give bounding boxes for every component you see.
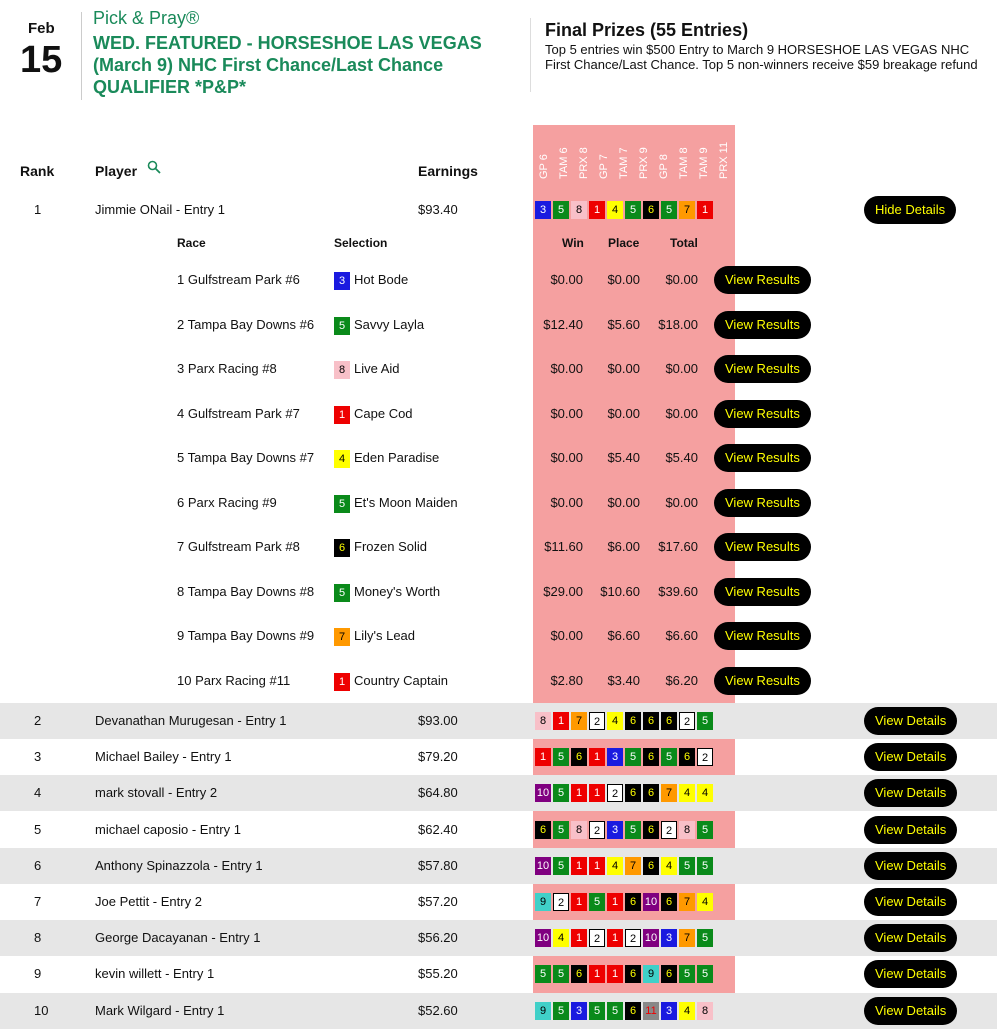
rank-cell: 4 — [34, 785, 42, 801]
pick-chip: 6 — [625, 893, 641, 911]
earnings-cell: $57.20 — [418, 894, 458, 909]
race-detail-row — [0, 570, 997, 614]
race-header: GP 8 — [658, 154, 670, 179]
pick-chip: 5 — [553, 821, 569, 839]
total-amount: $0.00 — [665, 405, 698, 421]
details-place-header: Place — [608, 236, 640, 250]
race-name: 6 Parx Racing #9 — [177, 494, 277, 510]
pick-chip: 5 — [625, 821, 641, 839]
brand-name: Pick & Pray® — [93, 8, 200, 28]
total-amount: $0.00 — [665, 361, 698, 376]
pick-chip: 6 — [535, 821, 551, 839]
selection-number: 6 — [334, 539, 350, 557]
pick-chip: 10 — [643, 929, 659, 947]
horse-name: Eden Paradise — [354, 450, 440, 465]
horse-name: Hot Bode — [354, 272, 409, 287]
pick-chip: 7 — [679, 201, 695, 219]
race-name: 8 Tampa Bay Downs #8 — [177, 583, 315, 599]
place-amount: $0.00 — [607, 494, 640, 510]
pick-chip: 7 — [625, 857, 641, 875]
earnings-cell: $62.40 — [418, 821, 458, 837]
earnings-cell: $52.60 — [418, 1002, 458, 1018]
pick-chip: 3 — [661, 1002, 677, 1020]
pick-chip: 11 — [643, 1002, 659, 1020]
pick-chip: 5 — [625, 201, 641, 219]
race-header: PRX 11 — [718, 141, 730, 179]
rank-cell: 9 — [34, 966, 42, 982]
pick-chip: 5 — [553, 857, 569, 875]
pick-chip: 6 — [625, 712, 641, 730]
pick-chip: 7 — [679, 929, 695, 947]
hide-details-button[interactable]: Hide Details — [864, 196, 956, 224]
details-total-header: Total — [670, 236, 698, 250]
pick-chip: 6 — [643, 857, 659, 875]
selection-number: 5 — [334, 584, 350, 602]
pick-chip: 2 — [679, 712, 695, 730]
race-picks — [535, 712, 713, 730]
race-picks — [535, 748, 713, 766]
pick-chip: 2 — [589, 821, 605, 839]
race-detail-row — [0, 659, 997, 703]
race-picks — [535, 893, 713, 911]
pick-chip: 6 — [661, 893, 677, 911]
win-amount: $2.80 — [550, 672, 583, 688]
earnings-cell: $55.20 — [418, 966, 458, 982]
race-detail-row — [0, 347, 997, 391]
race-header: GP 6 — [538, 154, 550, 179]
prizes-title: Final Prizes (55 Entries) — [545, 20, 749, 40]
player-name: George Dacayanan - Entry 1 — [95, 930, 261, 946]
pick-chip: 4 — [661, 857, 677, 875]
race-picks — [535, 1002, 713, 1020]
pick-chip: 5 — [697, 712, 713, 730]
pick-chip: 1 — [571, 857, 587, 875]
view-details-button[interactable]: View Details — [864, 743, 957, 771]
earnings-cell: $64.80 — [418, 785, 458, 801]
race-detail-row — [0, 258, 997, 302]
pick-chip: 4 — [679, 1002, 695, 1020]
place-amount: $6.60 — [607, 628, 640, 643]
pick-chip: 3 — [607, 748, 623, 766]
race-header: GP 7 — [598, 154, 610, 179]
player-name: Anthony Spinazzola - Entry 1 — [95, 857, 263, 873]
player-name: Joe Pettit - Entry 2 — [95, 894, 202, 909]
player-name: Jimmie ONail - Entry 1 — [95, 202, 226, 217]
view-details-button[interactable]: View Details — [864, 960, 957, 988]
prizes-description: Top 5 entries win $500 Entry to March 9 HORSESHOE LAS VEGAS NHC First Chance/Last Chance. Top 5 non-winners receive $59 breakage refund — [545, 42, 978, 72]
place-amount: $3.40 — [607, 672, 640, 688]
rank-cell: 2 — [34, 713, 42, 728]
pick-chip: 1 — [607, 965, 623, 983]
pick-chip: 6 — [643, 821, 659, 839]
player-name: michael caposio - Entry 1 — [95, 821, 241, 837]
race-detail-row — [0, 436, 997, 480]
prizes-divider — [530, 18, 531, 92]
pick-chip: 3 — [571, 1002, 587, 1020]
view-details-button[interactable]: View Details — [864, 779, 957, 807]
place-amount: $5.40 — [607, 450, 640, 465]
race-picks — [535, 821, 713, 839]
selection-number: 5 — [334, 317, 350, 335]
pick-chip: 9 — [535, 893, 551, 911]
race-picks — [535, 201, 713, 219]
race-header: TAM 6 — [558, 147, 570, 179]
pick-chip: 2 — [661, 821, 677, 839]
pick-chip: 4 — [679, 784, 695, 802]
race-header: TAM 9 — [698, 147, 710, 179]
pick-chip: 5 — [553, 784, 569, 802]
pick-chip: 10 — [535, 784, 551, 802]
player-name: mark stovall - Entry 2 — [95, 785, 218, 801]
pick-chip: 4 — [553, 929, 569, 947]
pick-chip: 10 — [643, 893, 659, 911]
pick-chip: 5 — [661, 748, 677, 766]
earnings-cell: $93.00 — [418, 713, 458, 728]
race-name: 3 Parx Racing #8 — [177, 361, 277, 376]
race-detail-row — [0, 614, 997, 658]
player-name: Michael Bailey - Entry 1 — [95, 749, 232, 765]
pick-chip: 5 — [553, 748, 569, 766]
rank-header: Rank — [20, 163, 55, 179]
win-amount: $29.00 — [543, 583, 583, 599]
race-name: 5 Tampa Bay Downs #7 — [177, 450, 315, 465]
pick-chip: 9 — [643, 965, 659, 983]
pick-chip: 6 — [571, 748, 587, 766]
pick-chip: 6 — [643, 201, 659, 219]
pick-chip: 1 — [589, 748, 605, 766]
pick-chip: 5 — [697, 821, 713, 839]
place-amount: $10.60 — [600, 583, 640, 599]
view-results-button[interactable]: View Results — [714, 622, 811, 650]
pick-chip: 1 — [535, 748, 551, 766]
pick-chip: 5 — [535, 965, 551, 983]
selection-number: 1 — [334, 406, 350, 424]
pick-chip: 6 — [625, 1002, 641, 1020]
horse-name: Frozen Solid — [354, 539, 427, 554]
win-amount: $0.00 — [550, 361, 583, 376]
selection-number: 3 — [334, 272, 350, 290]
leaderboard-row-8 — [0, 920, 997, 956]
total-amount: $0.00 — [665, 494, 698, 510]
place-amount: $6.00 — [607, 539, 640, 554]
search-icon[interactable] — [147, 160, 161, 179]
rank-cell: 8 — [34, 930, 42, 946]
details-race-header: Race — [177, 236, 206, 250]
race-picks — [535, 965, 713, 983]
pick-chip: 6 — [625, 965, 641, 983]
leaderboard-row-5 — [0, 812, 997, 848]
rank-cell: 7 — [34, 894, 42, 909]
pick-chip: 1 — [553, 712, 569, 730]
pick-chip: 5 — [697, 857, 713, 875]
race-picks — [535, 784, 713, 802]
date-month: Feb — [28, 20, 55, 37]
race-name: 10 Parx Racing #11 — [177, 672, 291, 688]
pick-chip: 4 — [697, 784, 713, 802]
leaderboard-row-3 — [0, 739, 997, 775]
rank-cell: 6 — [34, 857, 42, 873]
race-name: 2 Tampa Bay Downs #6 — [177, 316, 315, 332]
pick-chip: 4 — [607, 201, 623, 219]
pick-chip: 7 — [571, 712, 587, 730]
pick-chip: 10 — [535, 929, 551, 947]
race-name: 4 Gulfstream Park #7 — [177, 405, 300, 421]
pick-chip: 6 — [571, 965, 587, 983]
win-amount: $0.00 — [550, 494, 583, 510]
pick-chip: 5 — [589, 1002, 605, 1020]
pick-chip: 2 — [625, 929, 641, 947]
race-name: 9 Tampa Bay Downs #9 — [177, 628, 315, 643]
pick-chip: 4 — [607, 712, 623, 730]
pick-chip: 6 — [643, 748, 659, 766]
pick-chip: 2 — [553, 893, 569, 911]
pick-chip: 2 — [589, 712, 605, 730]
pick-chip: 1 — [571, 893, 587, 911]
win-amount: $0.00 — [550, 405, 583, 421]
place-amount: $0.00 — [607, 405, 640, 421]
pick-chip: 1 — [589, 784, 605, 802]
pick-chip: 6 — [679, 748, 695, 766]
leaderboard-row-9 — [0, 956, 997, 992]
leaderboard-row-2 — [0, 703, 997, 739]
pick-chip: 2 — [589, 929, 605, 947]
pick-chip: 1 — [589, 857, 605, 875]
horse-name: Lily's Lead — [354, 628, 416, 643]
view-results-button[interactable]: View Results — [714, 311, 811, 339]
pick-chip: 1 — [607, 929, 623, 947]
view-details-button[interactable]: View Details — [864, 816, 957, 844]
total-amount: $6.20 — [665, 672, 698, 688]
view-details-button[interactable]: View Details — [864, 707, 957, 735]
pick-chip: 5 — [553, 201, 569, 219]
pick-chip: 9 — [535, 1002, 551, 1020]
selection-number: 1 — [334, 673, 350, 691]
race-detail-row — [0, 481, 997, 525]
player-header[interactable]: Player — [95, 163, 138, 179]
pick-chip: 5 — [679, 965, 695, 983]
view-details-button[interactable]: View Details — [864, 888, 957, 916]
details-win-header: Win — [562, 236, 584, 250]
pick-chip: 7 — [679, 893, 695, 911]
selection-number: 5 — [334, 495, 350, 513]
pick-chip: 5 — [553, 1002, 569, 1020]
win-amount: $12.40 — [543, 316, 583, 332]
header-divider — [81, 12, 82, 100]
pick-chip: 8 — [535, 712, 551, 730]
race-header: TAM 7 — [618, 147, 630, 179]
race-name: 7 Gulfstream Park #8 — [177, 539, 300, 554]
selection-number: 7 — [334, 628, 350, 646]
place-amount: $0.00 — [607, 272, 640, 287]
pick-chip: 1 — [571, 784, 587, 802]
pick-chip: 5 — [697, 929, 713, 947]
pick-chip: 8 — [679, 821, 695, 839]
selection-number: 4 — [334, 450, 350, 468]
view-results-button[interactable]: View Results — [714, 400, 811, 428]
pick-chip: 1 — [589, 965, 605, 983]
leaderboard-row-6 — [0, 848, 997, 884]
view-results-button[interactable]: View Results — [714, 533, 811, 561]
pick-chip: 5 — [661, 201, 677, 219]
horse-name: Country Captain — [354, 672, 448, 688]
win-amount: $0.00 — [550, 450, 583, 465]
total-amount: $17.60 — [658, 539, 698, 554]
view-results-button[interactable]: View Results — [714, 355, 811, 383]
pick-chip: 6 — [661, 965, 677, 983]
pick-chip: 4 — [697, 893, 713, 911]
pick-chip: 5 — [607, 1002, 623, 1020]
win-amount: $0.00 — [550, 272, 583, 287]
pick-chip: 8 — [571, 201, 587, 219]
leaderboard-row-4 — [0, 775, 997, 811]
race-header: PRX 9 — [638, 147, 650, 179]
selection-number: 8 — [334, 361, 350, 379]
total-amount: $6.60 — [665, 628, 698, 643]
pick-chip: 8 — [571, 821, 587, 839]
pick-chip: 8 — [697, 1002, 713, 1020]
earnings-cell: $56.20 — [418, 930, 458, 946]
pick-chip: 1 — [697, 201, 713, 219]
race-picks — [535, 857, 713, 875]
race-detail-row — [0, 392, 997, 436]
view-details-button[interactable]: View Details — [864, 852, 957, 880]
pick-chip: 4 — [607, 857, 623, 875]
win-amount: $11.60 — [544, 539, 583, 554]
total-amount: $39.60 — [658, 583, 698, 599]
player-name: kevin willett - Entry 1 — [95, 966, 215, 982]
rank-cell: 10 — [34, 1002, 49, 1018]
rank-cell: 5 — [34, 821, 42, 837]
total-amount: $18.00 — [658, 316, 698, 332]
pick-chip: 1 — [571, 929, 587, 947]
pick-chip: 1 — [607, 893, 623, 911]
horse-name: Money's Worth — [354, 583, 441, 599]
contest-title: WED. FEATURED - HORSESHOE LAS VEGAS (March 9) NHC First Chance/Last Chance QUALIFIER *P&P* — [93, 33, 482, 97]
place-amount: $0.00 — [607, 361, 640, 376]
race-header: PRX 8 — [578, 147, 590, 179]
race-header: TAM 8 — [678, 147, 690, 179]
leaderboard-row-1 — [0, 192, 997, 228]
earnings-cell: $57.80 — [418, 857, 458, 873]
race-picks — [535, 929, 713, 947]
pick-chip: 5 — [625, 748, 641, 766]
pick-chip: 6 — [643, 784, 659, 802]
view-results-button[interactable]: View Results — [714, 489, 811, 517]
pick-chip: 2 — [697, 748, 713, 766]
player-name: Devanathan Murugesan - Entry 1 — [95, 713, 287, 728]
view-results-button[interactable]: View Results — [714, 444, 811, 472]
player-name: Mark Wilgard - Entry 1 — [95, 1002, 225, 1018]
race-name: 1 Gulfstream Park #6 — [177, 272, 300, 287]
pick-chip: 5 — [589, 893, 605, 911]
pick-chip: 6 — [643, 712, 659, 730]
date-day: 15 — [20, 39, 63, 81]
pick-chip: 7 — [661, 784, 677, 802]
pick-chip: 6 — [661, 712, 677, 730]
rank-cell: 1 — [34, 202, 42, 217]
pick-chip: 2 — [607, 784, 623, 802]
leaderboard-row-7 — [0, 884, 997, 920]
pick-chip: 3 — [661, 929, 677, 947]
win-amount: $0.00 — [550, 628, 583, 643]
details-selection-header: Selection — [334, 236, 388, 250]
total-amount: $5.40 — [665, 450, 698, 465]
total-amount: $0.00 — [665, 272, 698, 287]
rank-cell: 3 — [34, 749, 42, 765]
earnings-cell: $79.20 — [418, 749, 458, 765]
view-results-button[interactable]: View Results — [714, 578, 811, 606]
earnings-header: Earnings — [418, 163, 478, 179]
view-results-button[interactable]: View Results — [714, 667, 811, 695]
pick-chip: 5 — [679, 857, 695, 875]
earnings-cell: $93.40 — [418, 202, 458, 217]
leaderboard-row-10 — [0, 993, 997, 1029]
pick-chip: 3 — [535, 201, 551, 219]
place-amount: $5.60 — [607, 316, 640, 332]
horse-name: Et's Moon Maiden — [354, 494, 458, 510]
race-detail-row — [0, 525, 997, 569]
pick-chip: 3 — [607, 821, 623, 839]
pick-chip: 6 — [625, 784, 641, 802]
pick-chip: 5 — [553, 965, 569, 983]
horse-name: Savvy Layla — [354, 316, 425, 332]
race-detail-row — [0, 303, 997, 347]
pick-chip: 10 — [535, 857, 551, 875]
pick-chip: 5 — [697, 965, 713, 983]
view-results-button[interactable]: View Results — [714, 266, 811, 294]
horse-name: Cape Cod — [354, 405, 413, 421]
horse-name: Live Aid — [354, 361, 400, 376]
view-details-button[interactable]: View Details — [864, 997, 957, 1025]
pick-chip: 1 — [589, 201, 605, 219]
view-details-button[interactable]: View Details — [864, 924, 957, 952]
